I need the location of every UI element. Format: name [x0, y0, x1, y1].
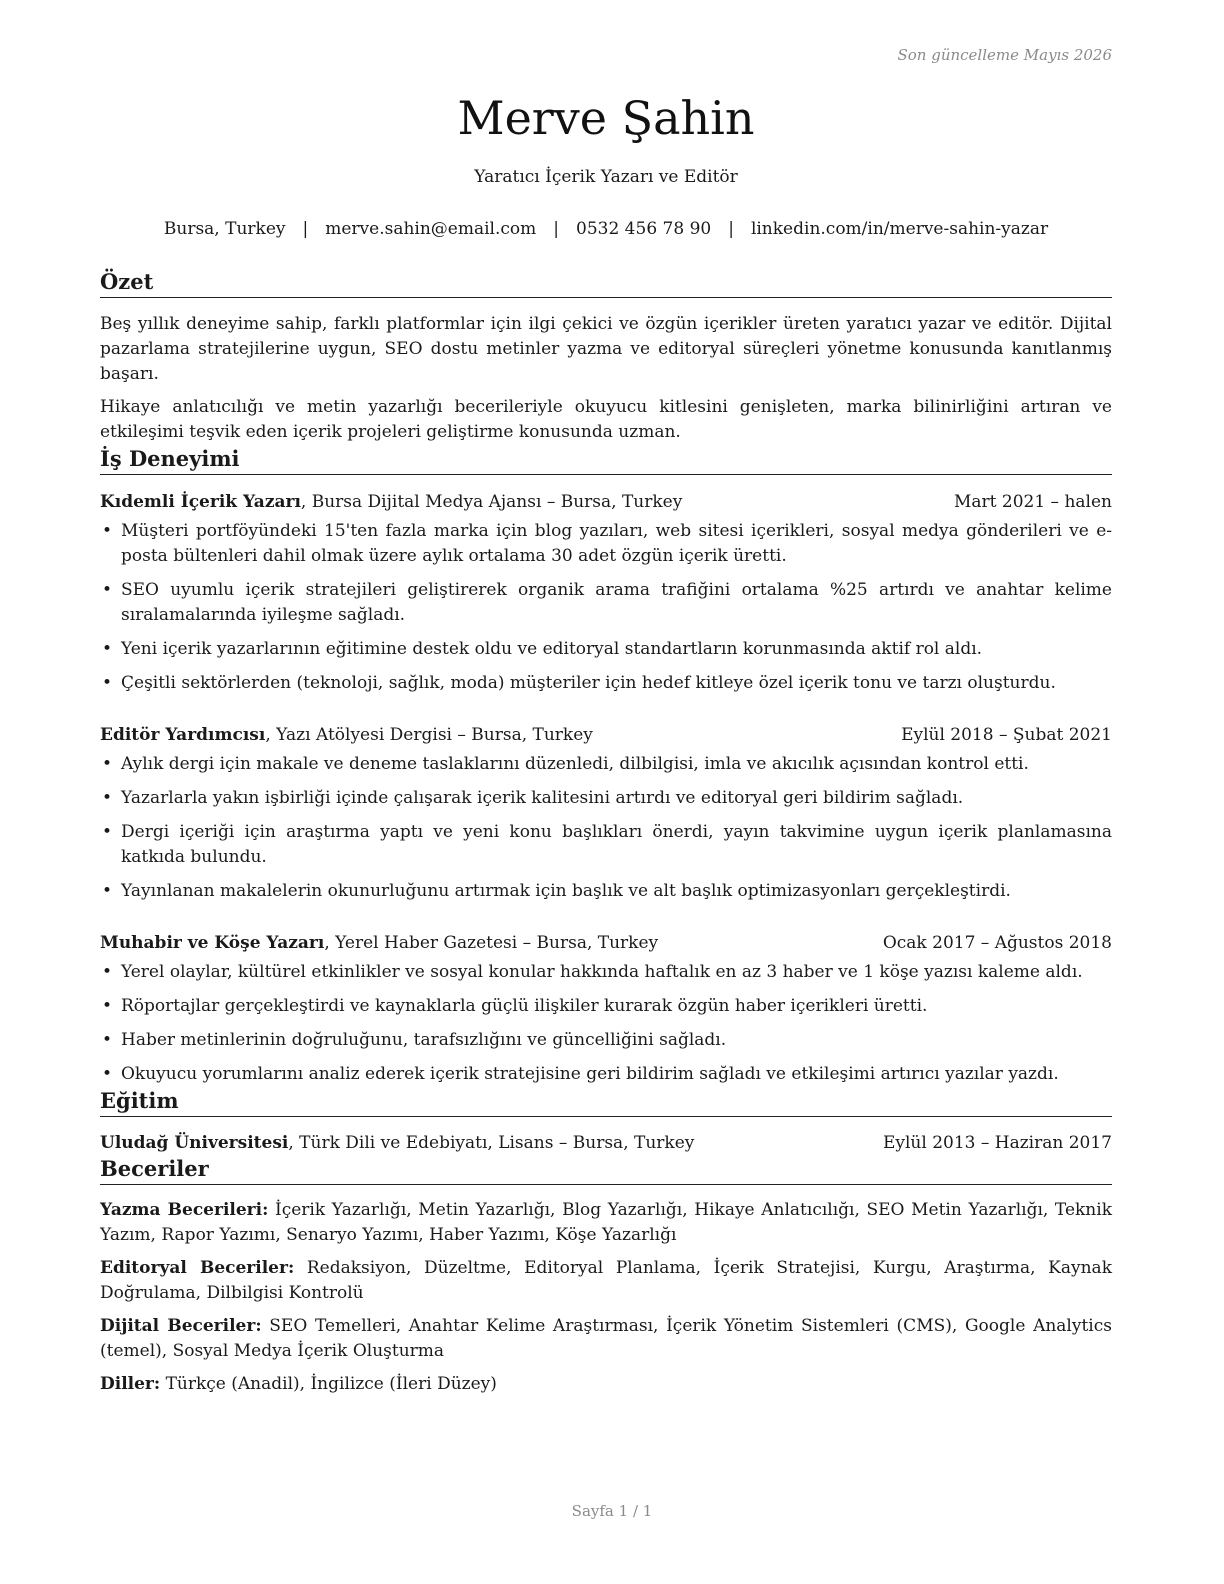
job-header — [100, 723, 1112, 747]
job-header — [100, 490, 1112, 514]
skill-group-label: Dijital Beceriler: — [100, 1316, 262, 1336]
contact-linkedin[interactable]: linkedin.com/in/merve-sahin-yazar — [750, 219, 1049, 239]
contact-separator: | — [728, 219, 734, 239]
skill-group-items: Redaksiyon, Düzeltme, Editoryal Planlama, İçerik Stratejisi, Kurgu, Araştırma, Kaynak Doğrulama, Dilbilgisi Kontrolü — [100, 1258, 1112, 1303]
summary-paragraph: Beş yıllık deneyime sahip, farklı platformlar için ilgi çekici ve özgün içerikler üreten yaratıcı yazar ve editör. Dijital pazarlama stratejilerine uygun, SEO dostu metinler yazma ve editoryal süreçleri yönetme konusunda kanıtlanmış başarı. — [100, 314, 1112, 384]
summary-section — [100, 312, 1112, 445]
section-title-experience: İş Deneyimi — [100, 445, 1112, 475]
job-role: Muhabir ve Köşe Yazarı — [100, 933, 325, 953]
job-organization: , Yerel Haber Gazetesi – Bursa, Turkey — [324, 933, 659, 953]
education-school: Uludağ Üniversitesi — [100, 1133, 289, 1153]
skill-group-items: Türkçe (Anadil), İngilizce (İleri Düzey) — [160, 1374, 497, 1394]
job-organization: , Yazı Atölyesi Dergisi – Bursa, Turkey — [265, 725, 593, 745]
job-bullet-list — [100, 960, 1112, 1087]
job-entry — [100, 490, 1112, 696]
education-entry — [100, 1131, 1112, 1155]
page-number: Sayfa 1 / 1 — [571, 1502, 653, 1520]
job-role: Kıdemli İçerik Yazarı — [100, 492, 301, 512]
job-dates: Ocak 2017 – Ağustos 2018 — [882, 933, 1112, 953]
skill-group-label: Yazma Becerileri: — [100, 1200, 269, 1220]
skill-group — [100, 1314, 1112, 1364]
last-updated: Son güncelleme Mayıs 2026 — [897, 46, 1112, 64]
job-bullet: • Dergi içeriği için araştırma yaptı ve yeni konu başlıkları önerdi, yayın takvimine uygun içerik planlamasına katkıda bulundu. — [100, 820, 1112, 870]
experience-section — [100, 490, 1112, 1087]
contact-line — [100, 217, 1112, 241]
contact-separator: | — [302, 219, 309, 239]
job-entry — [100, 931, 1112, 1087]
skill-group — [100, 1198, 1112, 1248]
skill-group-label: Editoryal Beceriler: — [100, 1258, 295, 1278]
section-title-education: Eğitim — [100, 1087, 1112, 1117]
contact-separator: | — [553, 219, 560, 239]
skill-group-items: SEO Temelleri, Anahtar Kelime Araştırması, İçerik Yönetim Sistemleri (CMS), Google Analytics (temel), Sosyal Medya İçerik Oluşturma — [100, 1316, 1112, 1361]
section-title-skills: Beceriler — [100, 1155, 1112, 1185]
job-bullet: • Müşteri portföyündeki 15'ten fazla marka için blog yazıları, web sitesi içerikleri, sosyal medya gönderileri ve e-posta bültenleri dahil olmak üzere aylık ortalama 30 adet özgün içerik üretti. — [100, 519, 1112, 569]
job-bullet: • Röportajlar gerçekleştirdi ve kaynaklarla güçlü ilişkiler kurarak özgün haber içerikleri üretti. — [100, 994, 1112, 1019]
job-bullet-list — [100, 752, 1112, 904]
skill-group-items: İçerik Yazarlığı, Metin Yazarlığı, Blog Yazarlığı, Hikaye Anlatıcılığı, SEO Metin Yazarlığı, Teknik Yazım, Rapor Yazımı, Senaryo Yazımı, Haber Yazımı, Köşe Yazarlığı — [100, 1200, 1112, 1245]
job-bullet: • Okuyucu yorumlarını analiz ederek içerik stratejisine geri bildirim sağladı ve etkileşimi artırıcı yazılar yazdı. — [100, 1062, 1112, 1087]
section-title-summary: Özet — [100, 268, 1112, 298]
job-header — [100, 931, 1112, 955]
contact-email[interactable]: merve.sahin@email.com — [325, 219, 537, 239]
job-bullet: • Yayınlanan makalelerin okunurluğunu artırmak için başlık ve alt başlık optimizasyonları gerçekleştirdi. — [100, 879, 1112, 904]
skill-group — [100, 1256, 1112, 1306]
job-organization: , Bursa Dijital Medya Ajansı – Bursa, Turkey — [300, 492, 683, 512]
job-dates: Mart 2021 – halen — [953, 492, 1112, 512]
skill-group-label: Diller: — [100, 1374, 161, 1394]
job-tagline: Yaratıcı İçerik Yazarı ve Editör — [474, 167, 738, 187]
skill-group — [100, 1372, 1112, 1397]
resume-page — [100, 0, 1112, 1397]
job-role: Editör Yardımcısı — [100, 725, 266, 745]
job-title-line — [100, 723, 593, 747]
education-line — [100, 1131, 694, 1155]
job-title-line — [100, 931, 658, 955]
person-name: Merve Şahin — [457, 91, 755, 145]
job-bullet: • Yeni içerik yazarlarının eğitimine destek oldu ve editoryal standartların korunmasında aktif rol aldı. — [100, 637, 1112, 662]
job-bullet: • SEO uyumlu içerik stratejileri geliştirerek organik arama trafiğini ortalama %25 artırdı ve anahtar kelime sıralamalarında iyileşme sağladı. — [100, 578, 1112, 628]
job-entry — [100, 723, 1112, 904]
job-bullet-list — [100, 519, 1112, 696]
education-detail: , Türk Dili ve Edebiyatı, Lisans – Bursa, Turkey — [288, 1133, 695, 1153]
job-bullet: • Çeşitli sektörlerden (teknoloji, sağlık, moda) müşteriler için hedef kitleye özel içerik tonu ve tarzı oluşturdu. — [100, 671, 1112, 696]
job-bullet: • Yazarlarla yakın işbirliği içinde çalışarak içerik kalitesini artırdı ve editoryal geri bildirim sağladı. — [100, 786, 1112, 811]
job-dates: Eylül 2018 – Şubat 2021 — [901, 725, 1112, 745]
contact-location: Bursa, Turkey — [163, 219, 286, 239]
skills-section — [100, 1198, 1112, 1397]
job-bullet: • Aylık dergi için makale ve deneme taslaklarını düzenledi, dilbilgisi, imla ve akıcılık açısından kontrol etti. — [100, 752, 1112, 777]
job-bullet: • Yerel olaylar, kültürel etkinlikler ve sosyal konular hakkında haftalık en az 3 haber ve 1 köşe yazısı kaleme aldı. — [100, 960, 1112, 985]
job-bullet: • Haber metinlerinin doğruluğunu, tarafsızlığını ve güncelliğini sağladı. — [100, 1028, 1112, 1053]
education-dates: Eylül 2013 – Haziran 2017 — [882, 1133, 1112, 1153]
contact-phone: 0532 456 78 90 — [576, 219, 712, 239]
job-title-line — [100, 490, 682, 514]
summary-paragraph: Hikaye anlatıcılığı ve metin yazarlığı becerileriyle okuyucu kitlesini genişleten, marka bilinirliğini artıran ve etkileşimi teşvik eden içerik projeleri geliştirme konusunda uzman. — [100, 397, 1112, 442]
